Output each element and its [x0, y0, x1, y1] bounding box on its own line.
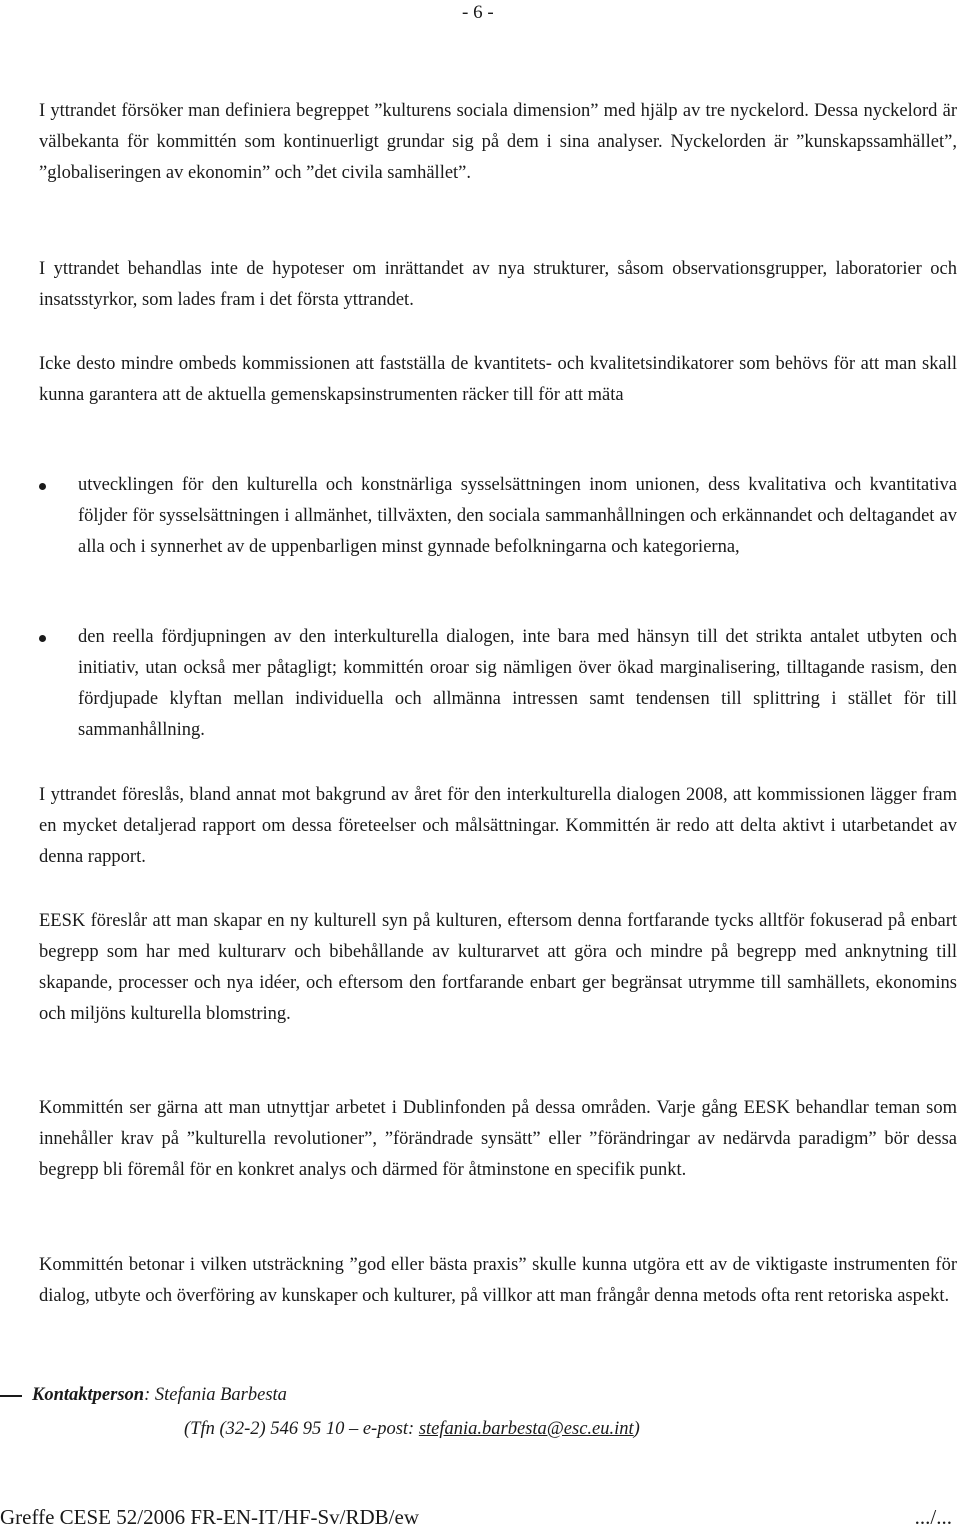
- paragraph-5: EESK föreslår att man skapar en ny kulturell syn på kulturen, eftersom denna fortfarande tycks alltför fokuserad på enbart begrepp som har med kulturarv och bibehållande av kulturarvet att göra och mindre på begrepp med anknytning till skapande, processer och nya idéer, och eftersom den fortfarande enbart ger begränsat utrymme till samhällets, ekonomins och miljöns kulturella blomstring.: [39, 911, 957, 1024]
- list-item: [39, 470, 957, 563]
- dash-icon: [0, 1395, 22, 1397]
- page-number: - 6 -: [462, 2, 494, 23]
- list-item-text: utvecklingen för den kulturella och konstnärliga sysselsättningen inom unionen, dess kvalitativa och kvantitativa följder för sysselsättningen i allmänhet, tillväxten, den sociala sammanhållningen och erkännandet och deltagandet av alla och i synnerhet av de uppenbarligen minst gynnade befolkningarna och kategorierna,: [78, 475, 957, 557]
- contact-phone: (Tfn (32-2) 546 95 10 – e-post:: [184, 1419, 419, 1439]
- contact-close-paren: ): [633, 1419, 640, 1439]
- paragraph-4: I yttrandet föreslås, bland annat mot bakgrund av året för den interkulturella dialogen 2008, att kommissionen lägger fram en mycket detaljerad rapport om dessa företeelser och målsättningar. Kommittén är redo att delta aktivt i utarbetandet av denna rapport.: [39, 785, 957, 867]
- bullet-icon: [39, 483, 46, 490]
- contact-separator: :: [144, 1385, 151, 1405]
- paragraph-2: I yttrandet behandlas inte de hypoteser om inrättandet av nya strukturer, såsom observationsgrupper, laboratorier och insatsstyrkor, som lades fram i det första yttrandet.: [39, 259, 957, 310]
- paragraph-7: Kommittén betonar i vilken utsträckning ”god eller bästa praxis” skulle kunna utgöra ett av de viktigaste instrumenten för dialog, utbyte och överföring av kunskaper och kulturer, på villkor att man frångår denna metods ofta rent retoriska aspekt.: [39, 1255, 957, 1306]
- paragraph-1: I yttrandet försöker man definiera begreppet ”kulturens sociala dimension” med hjälp av tre nyckelord. Dessa nyckelord är välbekanta för kommittén som kontinuerligt grundar sig på dem i sina analyser. Nyckelorden är ”kunskapssamhället”, ”globaliseringen av ekonomin” och ”det civila samhället”.: [39, 101, 957, 183]
- contact-block: [0, 1378, 960, 1446]
- contact-name: Stefania Barbesta: [154, 1385, 287, 1405]
- footer-reference: Greffe CESE 52/2006 FR-EN-IT/HF-Sv/RDB/ew: [0, 1505, 420, 1529]
- paragraph-6: Kommittén ser gärna att man utnyttjar arbetet i Dublinfonden på dessa områden. Varje gång EESK behandlar teman som innehåller krav på ”kulturella revolutioner”, ”förändrade synsätt” eller ”förändringar av nedärvda paradigm” bör dessa begrepp bli föremål för en konkret analys och därmed för åtminstone en specifik punkt.: [39, 1098, 957, 1180]
- list-item: [39, 622, 957, 746]
- footer-continuation: .../...: [914, 1505, 952, 1529]
- contact-label: Kontaktperson: [32, 1385, 145, 1405]
- paragraph-3: Icke desto mindre ombeds kommissionen att fastställa de kvantitets- och kvalitetsindikatorer som behövs för att man skall kunna garantera att de aktuella gemenskapsinstrumenten räcker till för att mäta: [39, 354, 957, 405]
- contact-email-link[interactable]: stefania.barbesta@esc.eu.int: [418, 1419, 634, 1439]
- list-item-text: den reella fördjupningen av den interkulturella dialogen, inte bara med hänsyn till det strikta antalet utbyten och initiativ, utan också mer påtagligt; kommittén oroar sig nämligen över ökad marginalisering, tilltagande rasism, den fördjupade klyftan mellan individuella och allmänna intressen samt tendensen till splittring i stället för till sammanhållning.: [78, 627, 957, 740]
- bullet-icon: [39, 635, 46, 642]
